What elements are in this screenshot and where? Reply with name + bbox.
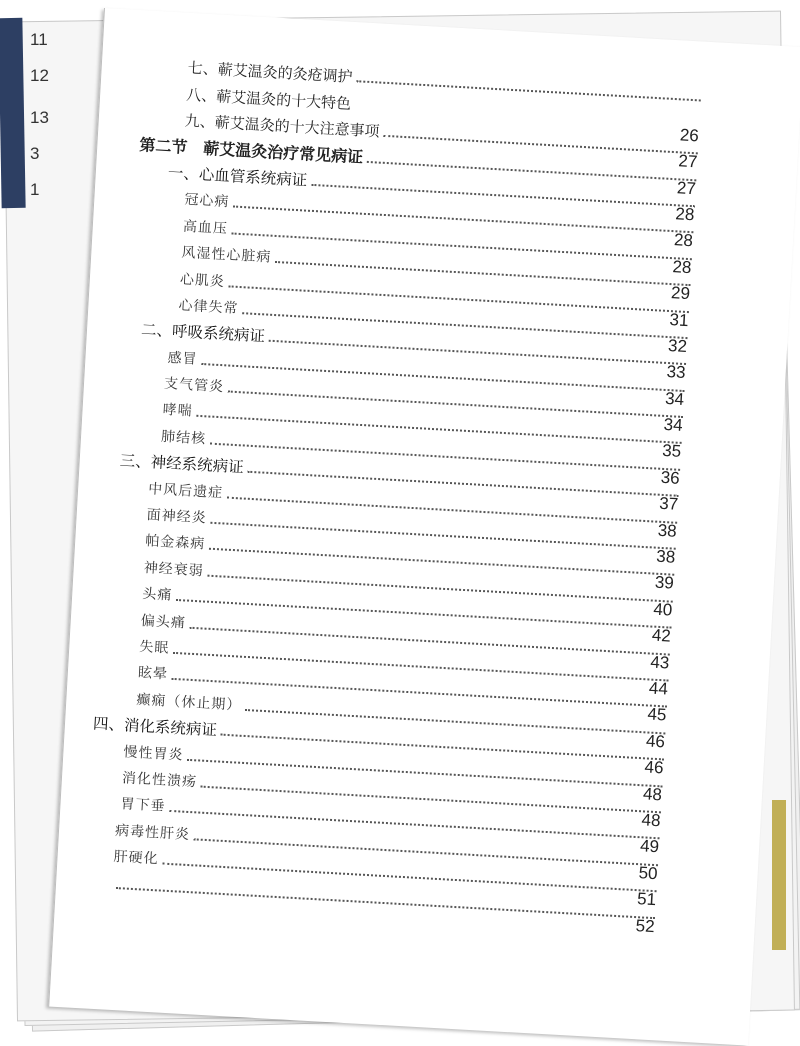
toc-entry-page-number: 50 xyxy=(638,863,658,884)
cover-edge-strip xyxy=(0,18,26,208)
toc-entry-title: 八、蕲艾温灸的十大特色 xyxy=(186,86,356,113)
toc-entry-title: 四、消化系统病证 xyxy=(93,715,222,740)
toc-entry-page-number: 48 xyxy=(642,784,662,805)
toc-entry-title: 感冒 xyxy=(167,349,202,369)
toc-entry-page-number: 46 xyxy=(645,731,665,752)
toc-entry-title: 头痛 xyxy=(142,585,177,605)
toc-entry-title: 心律失常 xyxy=(178,297,243,319)
toc-entry-page-number: 43 xyxy=(650,652,670,673)
toc-entry-title: 高血压 xyxy=(182,217,232,238)
toc-entry-title: 二、呼吸系统病证 xyxy=(141,321,270,346)
toc-entry-page-number: 28 xyxy=(675,204,695,225)
toc-entry-title: 胃下垂 xyxy=(120,796,170,817)
toc-entry-title: 眩晕 xyxy=(137,664,172,684)
back-page-number: 12 xyxy=(30,66,49,102)
toc-entry-page-number: 37 xyxy=(659,494,679,515)
back-page-number: 13 xyxy=(30,108,49,144)
toc-entry-page-number: 29 xyxy=(670,283,690,304)
toc-entry-page-number: 26 xyxy=(679,125,699,146)
toc-entry-title: 风湿性心脏病 xyxy=(181,244,276,267)
toc-entry-title: 病毒性肝炎 xyxy=(115,822,195,844)
toc-entry-title: 肺结核 xyxy=(161,428,211,449)
toc-entry-title: 慢性胃炎 xyxy=(123,743,188,765)
toc-entry-page-number: 40 xyxy=(653,599,673,620)
toc-entry-title: 心肌炎 xyxy=(179,270,229,291)
back-page-number: 1 xyxy=(30,180,49,216)
toc-entry-page-number: 36 xyxy=(660,468,680,489)
toc-entry-page-number: 28 xyxy=(672,257,692,278)
toc-entry-page-number: 51 xyxy=(637,889,657,910)
toc-entry-title: 神经衰弱 xyxy=(143,559,208,581)
toc-entry-title: 三、神经系统病证 xyxy=(119,452,248,477)
toc-entry-title: 中风后遗症 xyxy=(148,480,228,502)
toc-entry-title: 冠心病 xyxy=(184,191,234,212)
toc-entry-title: 偏头痛 xyxy=(140,612,190,633)
toc-entry-title: 消化性溃疡 xyxy=(122,769,202,791)
back-page-number: 3 xyxy=(30,144,49,180)
table-of-contents xyxy=(56,46,702,923)
toc-entry-page-number: 48 xyxy=(641,810,661,831)
toc-entry-page-number: 32 xyxy=(668,336,688,357)
toc-entry-title: 帕金森病 xyxy=(145,533,210,555)
toc-entry-title: 肝硬化 xyxy=(113,848,163,869)
toc-entry-page-number: 27 xyxy=(676,178,696,199)
toc-entry-page-number: 33 xyxy=(666,362,686,383)
toc-entry-title: 癫痫（休止期） xyxy=(136,691,246,715)
toc-entry-page-number: 38 xyxy=(657,520,677,541)
toc-entry-page-number: 35 xyxy=(662,441,682,462)
toc-entry-page-number: 31 xyxy=(669,310,689,331)
cover-edge-accent xyxy=(772,800,786,950)
toc-entry-page-number: 39 xyxy=(654,573,674,594)
toc-entry-title: 哮喘 xyxy=(162,401,197,421)
toc-entry-page-number: 42 xyxy=(651,626,671,647)
toc-entry-page-number: 27 xyxy=(678,151,698,172)
toc-entry-title: 第二节 蕲艾温灸治疗常见病证 xyxy=(139,136,368,167)
back-page-numbers xyxy=(30,30,49,216)
toc-entry-title: 一、心血管系统病证 xyxy=(167,164,311,190)
toc-page xyxy=(48,8,800,1046)
toc-entry-title: 七、蕲艾温灸的灸疮调护 xyxy=(187,59,357,86)
toc-entry-title: 失眠 xyxy=(139,638,174,658)
toc-entry-page-number: 45 xyxy=(647,705,667,726)
toc-entry-page-number: 38 xyxy=(656,547,676,568)
toc-entry-page-number: 34 xyxy=(665,389,685,410)
toc-entry-page-number: 44 xyxy=(648,678,668,699)
toc-entry-title: 面神经炎 xyxy=(146,506,211,528)
toc-entry-page-number: 52 xyxy=(635,916,655,937)
back-page-number: 11 xyxy=(30,30,49,66)
toc-entry-page-number: 49 xyxy=(640,837,660,858)
dot-leader xyxy=(116,887,655,919)
toc-entry-page-number: 28 xyxy=(673,231,693,252)
toc-entry-title: 支气管炎 xyxy=(164,375,229,397)
toc-entry-title: 九、蕲艾温灸的十大注意事项 xyxy=(184,112,384,141)
toc-entry-page-number: 34 xyxy=(663,415,683,436)
toc-entry-page-number: 46 xyxy=(644,758,664,779)
